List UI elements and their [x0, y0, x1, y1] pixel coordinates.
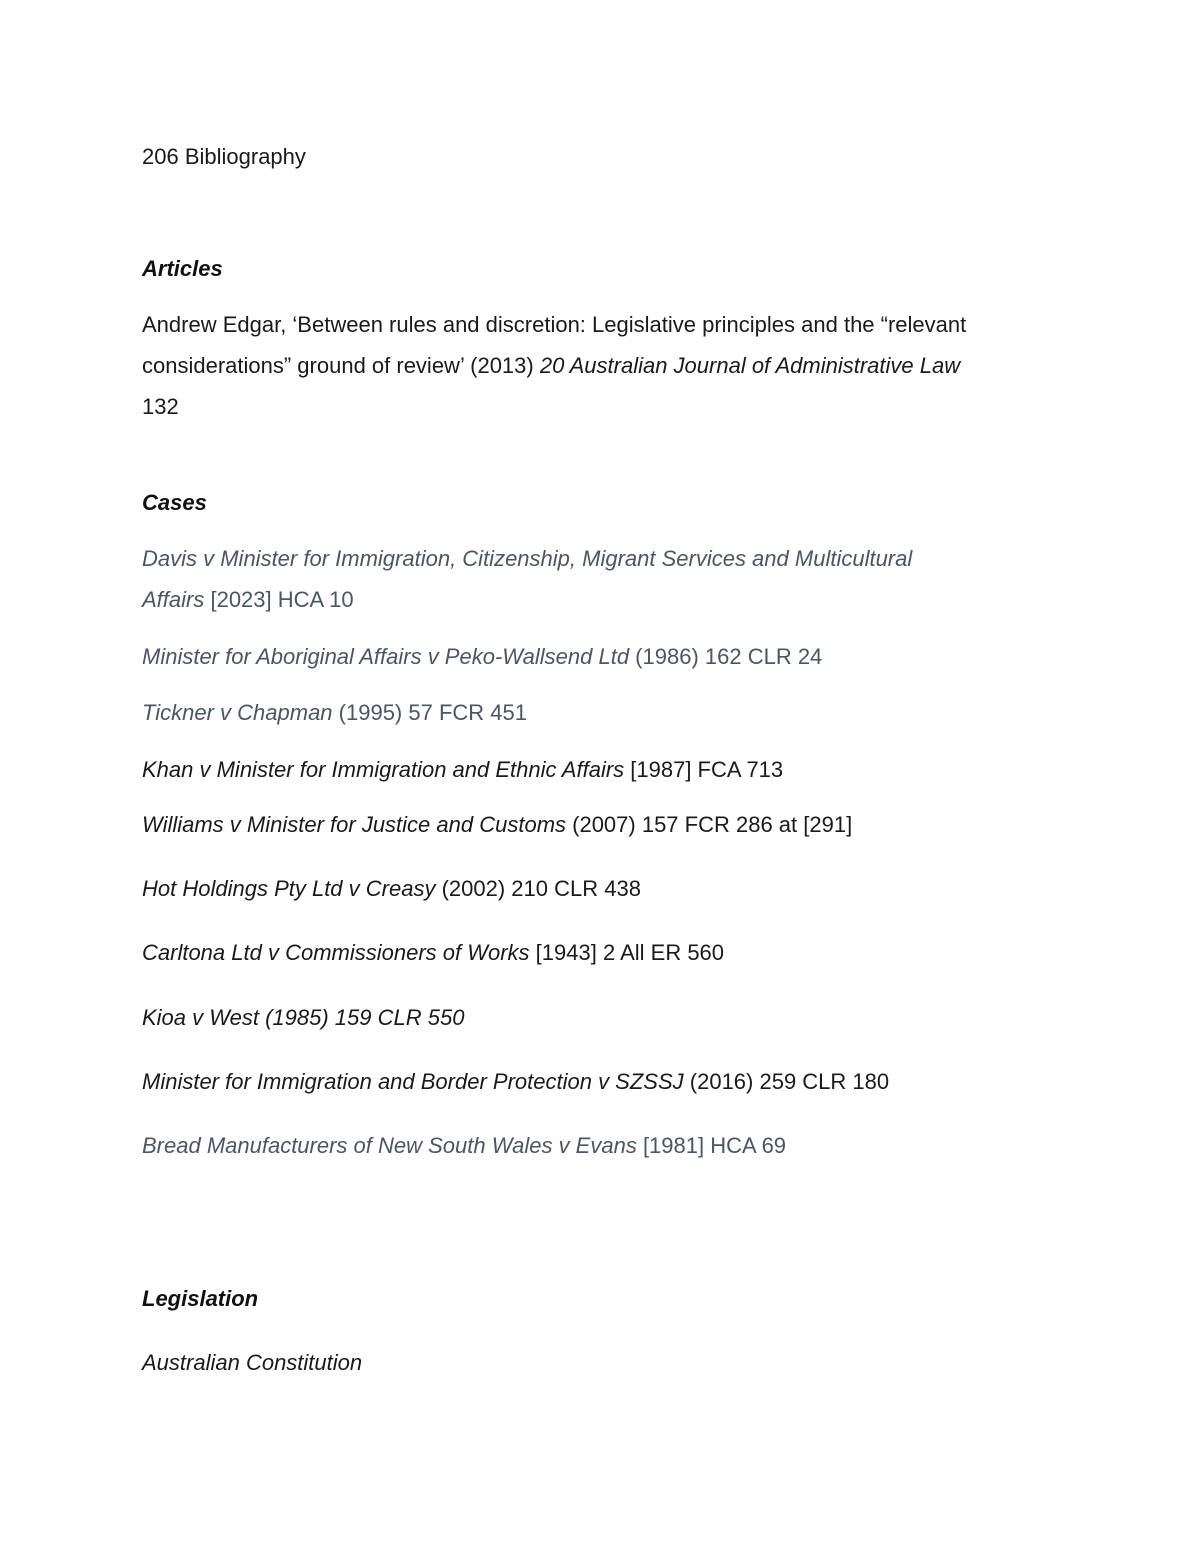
case-citation: [1987] FCA 713 — [624, 757, 784, 782]
case-entry — [142, 814, 852, 836]
case-name: Affairs — [142, 587, 205, 612]
case-entry — [142, 1135, 786, 1157]
case-name: Minister for Immigration and Border Protection v SZSSJ — [142, 1069, 684, 1094]
case-citation: (1995) 57 FCR 451 — [332, 700, 527, 725]
case-entry — [142, 942, 724, 964]
page-header: 206 Bibliography — [142, 144, 306, 169]
case-entry — [142, 1071, 889, 1093]
case-name: Khan v Minister for Immigration and Ethnic Affairs — [142, 757, 625, 782]
section-heading-articles: Articles — [142, 256, 223, 281]
case-name: Davis v Minister for Immigration, Citizenship, Migrant Services and Multicultural — [142, 546, 913, 571]
case-citation: [1981] HCA 69 — [636, 1133, 787, 1158]
section-heading-cases: Cases — [142, 490, 207, 515]
case-entry — [142, 646, 822, 668]
article-page: 132 — [142, 394, 179, 419]
case-name: Hot Holdings Pty Ltd v Creasy — [142, 876, 436, 901]
case-citation: [1943] 2 All ER 560 — [529, 940, 725, 965]
case-citation: (2016) 259 CLR 180 — [683, 1069, 890, 1094]
case-name: Tickner v Chapman — [142, 700, 333, 725]
case-name: Williams v Minister for Justice and Customs — [142, 812, 567, 837]
article-authors-title: Andrew Edgar, ‘Between rules and discretion: Legislative principles and the “relevant considerations” ground of review’ (2013) — [142, 312, 967, 378]
legislation-name: Australian Constitution — [142, 1350, 363, 1375]
case-citation: (2007) 157 FCR 286 at [291] — [566, 812, 853, 837]
case-name: Carltona Ltd v Commissioners of Works — [142, 940, 530, 965]
case-entry — [142, 702, 527, 724]
case-entry — [142, 1007, 464, 1029]
case-citation: [2023] HCA 10 — [204, 587, 354, 612]
case-entry — [142, 548, 912, 570]
case-entry — [142, 878, 641, 900]
article-journal: 20 Australian Journal of Administrative Law — [539, 353, 961, 378]
case-name: Minister for Aboriginal Affairs v Peko-Wallsend Ltd — [142, 644, 630, 669]
case-citation: (1986) 162 CLR 24 — [629, 644, 823, 669]
case-name: Kioa v West (1985) 159 CLR 550 — [142, 1005, 465, 1030]
case-name: Bread Manufacturers of New South Wales v Evans — [142, 1133, 637, 1158]
legislation-entry — [142, 1352, 362, 1374]
case-entry-continued — [142, 589, 354, 611]
article-entry — [142, 304, 1042, 427]
section-heading-legislation: Legislation — [142, 1286, 259, 1311]
case-entry — [142, 759, 783, 781]
case-citation: (2002) 210 CLR 438 — [435, 876, 641, 901]
